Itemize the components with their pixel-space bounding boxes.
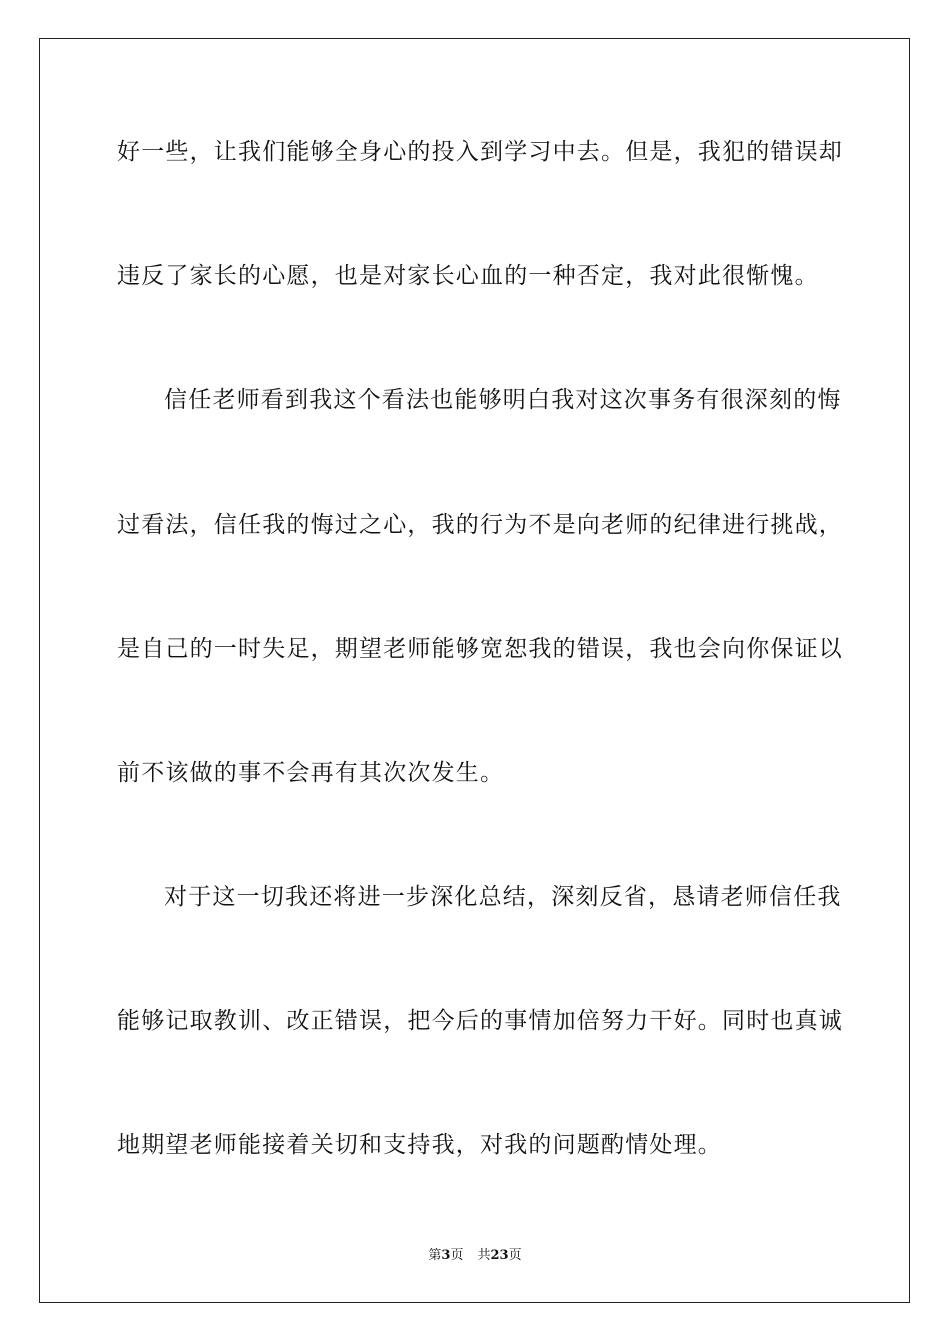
paragraph-line-5: 是自己的一时失足，期望老师能够宽恕我的错误，我也会向你保证以 (117, 636, 843, 662)
paragraph-line-2: 违反了家长的心愿，也是对家长心血的一种否定，我对此很惭愧。 (117, 263, 819, 289)
page-number: 3 (441, 1248, 451, 1263)
total-pages: 23 (490, 1248, 509, 1263)
page-suffix: 页 (450, 1248, 464, 1263)
total-prefix: 共 (477, 1248, 491, 1263)
total-suffix: 页 (508, 1248, 522, 1263)
page-prefix: 第 (428, 1248, 442, 1263)
page-frame (39, 38, 910, 1303)
paragraph-line-4: 过看法，信任我的悔过之心，我的行为不是向老师的纪律进行挑战， (117, 512, 843, 538)
paragraph-line-6: 前不该做的事不会再有其次次发生。 (117, 760, 505, 786)
paragraph-line-8: 能够记取教训、改正错误，把今后的事情加倍努力干好。同时也真诚 (117, 1008, 843, 1034)
paragraph-line-9: 地期望老师能接着关切和支持我，对我的问题酌情处理。 (117, 1132, 722, 1158)
paragraph-line-7: 对于这一切我还将进一步深化总结，深刻反省，恳请老师信任我 (164, 884, 842, 910)
page-footer (0, 1247, 950, 1265)
paragraph-line-1: 好一些，让我们能够全身心的投入到学习中去。但是，我犯的错误却 (117, 139, 843, 165)
paragraph-line-3: 信任老师看到我这个看法也能够明白我对这次事务有很深刻的悔 (164, 387, 842, 413)
